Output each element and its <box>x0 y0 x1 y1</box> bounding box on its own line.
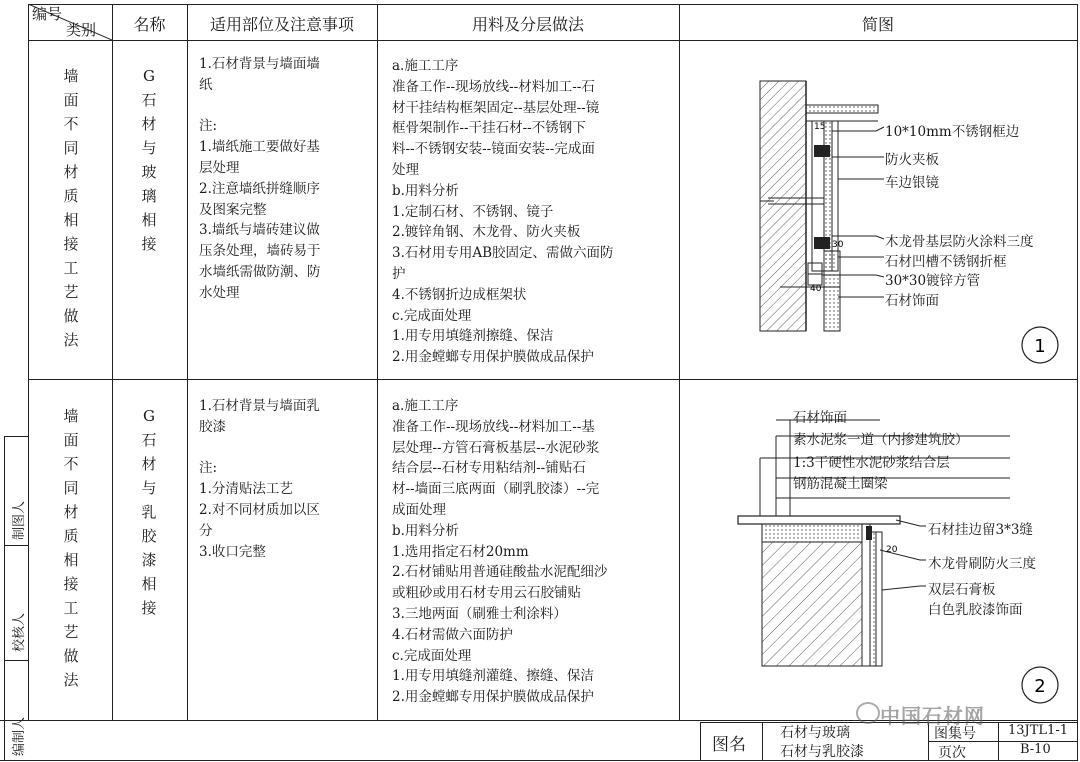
titleblock-set-value: 13JTL1-1 <box>1008 723 1068 738</box>
row2-name: G 石 材 与 乳 胶 漆 相 接 <box>141 407 157 617</box>
row2-label-4: 石材挂边留3*3缝 <box>928 522 1033 538</box>
titleblock-label: 图名 <box>712 735 746 755</box>
row1-label-4: 石材凹槽不锈钢折框 <box>885 254 1007 270</box>
header-diagram: 简图 <box>861 15 894 34</box>
row1-dim-40: 40 <box>810 284 822 294</box>
row1-category: 墙 面 不 同 材 质 相 接 工 艺 做 法 <box>63 67 79 349</box>
sidebar-line-1 <box>4 545 28 546</box>
row2-category: 墙 面 不 同 材 质 相 接 工 艺 做 法 <box>63 407 79 689</box>
row1-label-6: 石材饰面 <box>885 293 939 309</box>
row1-label-5: 30*30镀锌方管 <box>885 273 981 289</box>
header-material: 用料及分层做法 <box>471 15 584 34</box>
header-category-label: 类别 <box>66 21 97 39</box>
col-line-5 <box>1077 4 1078 760</box>
watermark: 中国石材网 <box>880 704 985 728</box>
row1-dim-15: 15 <box>814 122 826 132</box>
sidebar-checker: 校核人 <box>12 612 27 652</box>
col-line-2 <box>187 4 188 720</box>
sidebar-left-line <box>4 436 5 760</box>
wechat-icon <box>856 702 880 724</box>
row2-dim-20: 20 <box>886 545 898 555</box>
col-line-3 <box>377 4 378 720</box>
row1-material: a.施工工序 准备工作--现场放线--材料加工--石 材干挂结构框架固定--基层处理--镜 框骨架制作--干挂石材--不锈钢下 料--不锈钢安装--镜面安装--完成面 处理 b.用料分析 1.定制石材、不锈钢、镜子 2.镀锌角钢、木龙骨、防火夹板 3.石材用专用AB胶固定、需做六面防 护 4.不锈钢折边成框架状 c.完成面处理 1.用专用填缝剂擦缝、保洁 2.用金螳螂专用保护膜做成品保护 <box>392 58 614 366</box>
row1-scope: 1.石材背景与墙面墙 纸 注: 1.墙纸施工要做好基 层处理 2.注意墙纸拼缝顺序 及图案完整 3.墙纸与墙砖建议做 压条处理，墙砖易于 水墙纸需做防潮、防 水处理 <box>199 56 321 301</box>
row2-scope: 1.石材背景与墙面乳 胶漆 注: 1.分清贴法工艺 2.对不同材质加以区 分 3.收口完整 <box>199 398 320 560</box>
row2-label-2: 1:3干硬性水泥砂浆结合层 <box>793 455 950 471</box>
row1-label-3: 木龙骨基层防火涂料三度 <box>885 234 1034 250</box>
col-line-1 <box>112 4 113 720</box>
sidebar-line-2 <box>4 660 28 661</box>
row2-badge: 2 <box>1034 676 1046 697</box>
row2-label-5: 木龙骨刷防火三度 <box>928 556 1036 572</box>
titleblock-set-label: 图集号 <box>934 726 976 742</box>
row1-label-2: 车边银镜 <box>885 175 939 191</box>
row1-name: G 石 材 与 玻 璃 相 接 <box>141 67 157 253</box>
header-code-label: 编号 <box>32 5 63 23</box>
sidebar-top-line <box>4 436 28 437</box>
titleblock-page-label: 页次 <box>938 745 966 761</box>
col-line-0 <box>28 4 29 720</box>
row1-badge: 1 <box>1034 336 1046 357</box>
header-name: 名称 <box>133 15 166 34</box>
sidebar-editor: 编制人 <box>12 716 27 756</box>
border-bottom <box>0 760 1078 761</box>
row2-label-0: 石材饰面 <box>793 410 847 426</box>
row2-label-6: 双层石膏板 <box>928 582 996 598</box>
titleblock-left <box>700 722 701 760</box>
row2-label-1: 素水泥浆一道（内掺建筑胶） <box>793 432 969 448</box>
titleblock-page-value: B-10 <box>1020 742 1051 757</box>
titleblock-name2: 石材与乳胶漆 <box>780 744 864 760</box>
sidebar-drafter: 制图人 <box>12 500 27 540</box>
titleblock-v1 <box>762 722 763 760</box>
row1-diagram <box>680 41 1076 378</box>
row2-label-3: 钢筋混凝土圈梁 <box>793 476 888 492</box>
header-scope: 适用部位及注意事项 <box>209 15 354 34</box>
row1-label-1: 防火夹板 <box>885 152 939 168</box>
titleblock-name1: 石材与玻璃 <box>780 725 850 741</box>
row2-material: a.施工工序 准备工作--现场放线--材料加工--基 层处理--方管石膏板基层--水泥砂浆 结合层--石材专用粘结剂--铺贴石 材--墙面三底两面（刷乳胶漆）--完 成面处理 b.用料分析 1.选用指定石材20mm 2.石材铺贴用普通硅酸盐水泥配细沙 或粗砂或用石材专用云石胶铺贴 3.三地两面（刷雅士利涂料） 4.石材需做六面防护 c.完成面处理 1.用专用填缝剂灌缝、擦缝、保洁 2.用金螳螂专用保护膜做成品保护 <box>392 398 608 706</box>
row1-label-0: 10*10mm不锈钢框边 <box>885 124 1020 140</box>
row1-dim-30: 30 <box>832 240 844 250</box>
border-top <box>28 4 1078 5</box>
row2-label-7: 白色乳胶漆饰面 <box>928 602 1023 618</box>
